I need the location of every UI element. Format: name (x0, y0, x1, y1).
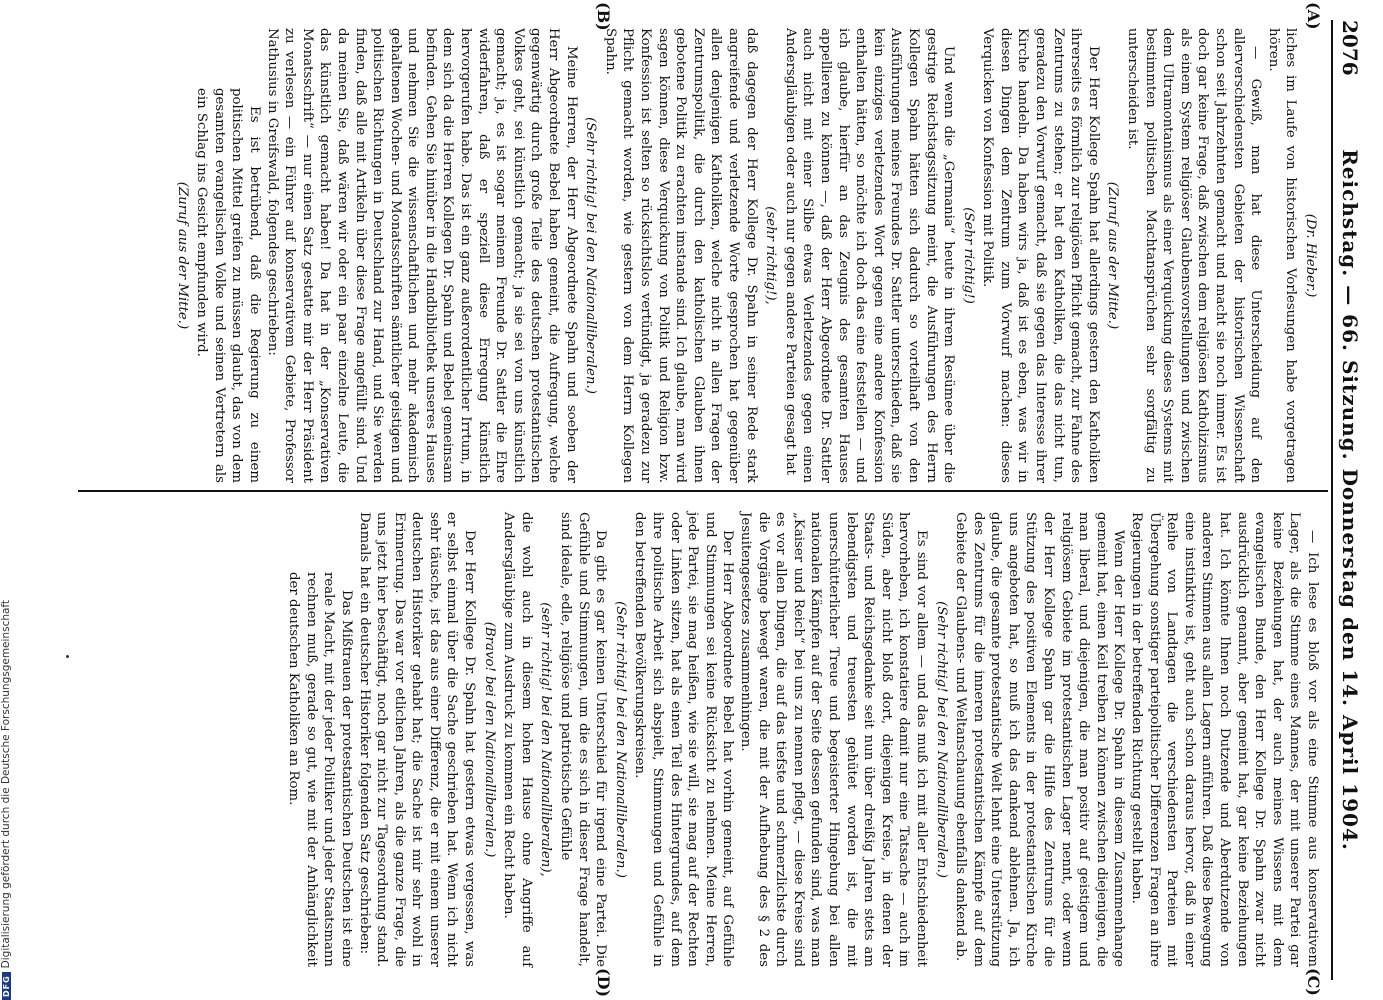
interjection: (Bravo! bei den Nationalliberalen.) (481, 621, 497, 858)
paragraph: Der Herr Kollege Spahn hat allerdings gestern den Katholiken ihrerseits es förmlich zur religiösen Pflicht gemacht, zur Fahne des Zentrums zu stehen; er hat den Katholiken, die das nicht tun, geradezu den Vorwurf gemacht, daß sie gegen das Interesse ihrer Kirche handeln. Da haben wirs ja, daß ist es eben, was wir in diesen Dingen dem Zentrum zum Vorwurf machen: dieses Verquicken von Konfession mit Politik. (980, 28, 1101, 483)
interjection: (Sehr richtig! bei den Nationalliberalen.) (612, 601, 628, 878)
page-title: Reichstag. — 66. Sitzung. Donnerstag den 14. April 1904. (1338, 149, 1362, 851)
paragraph: — Ich lese es bloß vor als eine Stimme aus konservativem Lager, als die Stimme eines Mannes, der mit unserer Partei gar keine Beziehungen hat, der auch meines Wissens mit dem evangelischen Bunde, den Herr Kollege Dr. Spahn zwar nicht ausdrücklich genannt, aber gemeint hat, gar keine Beziehungen hat. Ich könnte Ihnen noch Dutzende und Aberdutzende von anderen Stimmen aus allen Lagern anführen. Daß diese Bewegung eine instinktive ist, geht auch schon daraus hervor, daß in einer Reihe von Landtagen die verschiedensten Parteien mit Übergehung sonstiger parteipolitischer Differenzen Fragen an ihre Regierungen in der betreffenden Richtung gestellt haben. (1129, 512, 1320, 967)
paragraph: liches im Laufe von historischen Vorlesungen habe vorgetragen hören. (1265, 28, 1299, 483)
header-rule (1331, 20, 1333, 980)
marker-a: (A) (1304, 2, 1323, 30)
speaker-name: (Dr. Hieber.) (1303, 213, 1318, 298)
interjection: (Zuruf aus der Mitte.) (1105, 181, 1121, 330)
paragraph: — Gewiß, man hat diese Unterscheidung auf den allerverschiedensten Gebieten der historischen Wissenschaft schon seit Jahrzehnten gemacht und macht sie noch immer. Es ist doch gar keine Frage, daß zwischen dem religiösen Katholizismus als einem System religiöser Glaubensvorstellungen und zwischen dem Ultramontanismus als einer Verquickung dieses Systems mit bestimmten politischen Machtansprüchen sehr sorgfältig zu unterscheiden ist. (1125, 28, 1264, 483)
paragraph: die wohl auch in diesem hohen Hause ohne Angriffe auf Andersgläubige zum Ausdruck zu kommen ein Recht haben. (501, 512, 534, 967)
paragraph: Da gibt es gar keinen Unterschied für irgend eine Partei. Die Gefühle und Stimmungen, um die es sich in dieser Frage handelt, sind ideale, edle, religiöse und patriotische Gefühle (558, 512, 609, 967)
page-number: 2076 (1338, 20, 1362, 76)
marker-b: (B) (594, 2, 613, 31)
paragraph: Meine Herren, der Herr Abgeordnete Spahn und soeben der Herr Abgeordnete Bebel haben gemeint, die Aufregung, welche gegenwärtig durch große Teile des deutschen protestantischen Volkes geht, sei künstlich gemacht; ja sie sei von uns künstlich gemacht; ja, es ist sogar meinem Freunde Dr. Sattler die Ehre widerfahren, daß er speziell diese Erregung künstlich hervorgerufen habe. Das ist ein ganz außerordentlicher Irrtum, in dem sich da die Herren Kollegen Dr. Spahn und Bebel gemeinsam befinden. Gehen Sie hinüber in die Handbibliothek unseres Hauses und nehmen Sie die wissenschaftlichen und mehr akademisch gehaltenen Wochen- und Monatsschriften sämtlicher geistigen und politischen Richtungen in Deutschland zur Hand, und Sie werden finden, daß alle mit Artikeln über diese Frage angefüllt sind. Und da meinen Sie, daß wären wir oder ein paar einzelne Leute, die das künstlich gemacht haben! Da hat in der „Konservativen Monatsschrift“ — nur einen Satz gestatte mir der Herr Präsident zu verlesen — ein Führer auf konservativem Gebiete, Professor Nathusius in Greifswald, folgendes geschrieben: (264, 28, 579, 483)
right-column (285, 512, 1321, 967)
left-column (171, 28, 1321, 483)
credit-text: Digitalisierung gefördert durch die Deutsche Forschungsgemeinschaft (0, 599, 12, 969)
paragraph: Der Herr Abgeordnete Bebel hat vorhin gemeint, auf Gefühle und Stimmungen sei keine Rücksicht zu nehmen. Meine Herren, jede Partei, sie mag heißen, wie sie will, sie mag auf der Rechten oder Linken sitzen, hat als einen Teil des Hintergrundes, auf dem ihre politische Arbeit sich abspielt, Stimmungen und Gefühle in den betreffenden Bevölkerungskreisen. (632, 512, 736, 967)
marker-d: (D) (594, 968, 613, 998)
marker-c: (C) (1304, 968, 1323, 996)
paragraph: Es sind vor allem — und das muß ich mit aller Entschiedenheit hervorheben, ich konstatiere damit nur eine Tatsache — auch im Süden, aber nicht bloß dort, diejenigen Kreise, in denen der Staats- und Reichsgedanke seit nun über dreißig Jahren stets am lebendigsten und treuesten gehütet worden ist, die mit unerschütterlicher Treue und begeisterter Hingebung bei allen nationalen Kämpfen auf der Seite dessen gefunden sind, was man „Kaiser und Reich“ bei uns zu nennen pflegt, — diese Kreise sind es vor allen Dingen, die auf das tiefste und schmerzlichste durch die Vorgänge bewegt waren, die mit der Aufhebung des § 2 des Jesuitengesetzes zusammenhingen. (738, 512, 929, 967)
paragraph: daß dagegen der Herr Kollege Dr. Spahn in seiner Rede stark angreifende und verletzende Worte gesprochen hat gegenüber allen denjenigen Katholiken, welche nicht in allen Fragen der Zentrumspolitik, die durch den katholischen Glauben ihnen gebotene Politik zu erachten imstande sind. Ich glaube, man wird sagen können, diese Verquickung von Politik und Religion bzw. Konfession ist selten so rücksichtslos vertündigt, ja geradezu zur Pflicht gemacht worden, wie gestern von dem Herrn Kollegen Spahn. (602, 28, 759, 483)
speck (66, 655, 69, 658)
interjection: (Sehr richtig! bei den Nationalliberalen.) (583, 117, 599, 394)
interjection: (sehr richtig!), (763, 206, 779, 305)
paragraph: Wenn der Herr Kollege Dr. Spahn in diesem Zusammenhange gemeint hat, einen Keil treiben zu können zwischen diejenigen, die man liberal, und diejenigen, die man positiv auf geistigem und religiösem Gebiete im protestantischen Lager nennt, oder wenn der Herr Kollege Spahn gar die Hilfe des Zentrums für die Stützung des positiven Elements in der protestantischen Kirche uns angeboten hat, so muß ich das dankend ablehnen. Ja, ich glaube, die gesamte protestantische Welt lehnt eine Unterstützung des Zentrums für die inneren protestantischen Kämpfe auf dem Gebiete der Glaubens- und Weltanschauung ebenfalls dankend ab. (953, 512, 1127, 967)
column-divider (78, 490, 1328, 492)
digitization-credit (0, 380, 14, 1000)
quotation: Das Mißtrauen der protestantischen Deutschen ist eine reale Macht, mit der jeder Politiker und jeder Staatsmann rechnen muß, gerade so gut, wie mit der Anhänglichkeit der deutschen Katholiken an Rom. (286, 572, 354, 967)
interjection: (Sehr richtig! bei den Nationalliberalen.) (933, 601, 949, 878)
paragraph: Der Herr Kollege Dr. Spahn hat gestern etwas vergessen, was er selbst einmal über die Sache geschrieben hat. Wenn ich nicht sehr täusche, ist das aus einer Differenz, die er mit einem unserer deutschen Historiker gehabt hat; die Sache ist mir sehr wohl in Erinnerung. Das war vor etlichen Jahren, als die ganze Frage, die uns jetzt hier beschäftigt, noch gar nicht zur Tagesordnung stand. Damals hat ein deutscher Historiker folgenden Satz geschrieben: (356, 512, 478, 967)
paragraph: Und wenn die „Germania“ heute in ihrem Resümee über die gestrige Reichstagssitzung meint, die Ausführungen des Herrn Kollegen Spahn hätten sich dadurch so vorteilhaft von den Ausführungen meines Freundes Dr. Sattler unterschieden, daß sie kein einziges verletzendes Wort gegen eine andere Konfession enthalten hätten, so möchte ich doch das eine feststellen — und ich glaube, hierfür an das Zeugnis des gesamten Hauses appellieren zu können —, daß der Herr Abgeordnete Dr. Sattler auch nicht mit einer Silbe etwas Verletzendes gegen einen Andersgläubigen oder auch nur gegen andere Parteien gesagt hat (782, 28, 957, 483)
interjection: (Zuruf aus der Mitte.) (174, 181, 190, 330)
interjection: (Sehr richtig!) (960, 207, 976, 304)
interjection: (sehr richtig! bei den Nationalliberalen), (538, 602, 554, 877)
page-header (1334, 20, 1368, 980)
dfg-logo-icon: DFG (2, 972, 11, 1000)
quotation: Es ist betrübend, daß die Regierung zu einem politischen Mittel greifen zu müssen glaubt, das von dem gesamten evangelischen Volke und seinen Vertretern als ein Schlag ins Gesicht empfunden wird. (194, 88, 262, 483)
